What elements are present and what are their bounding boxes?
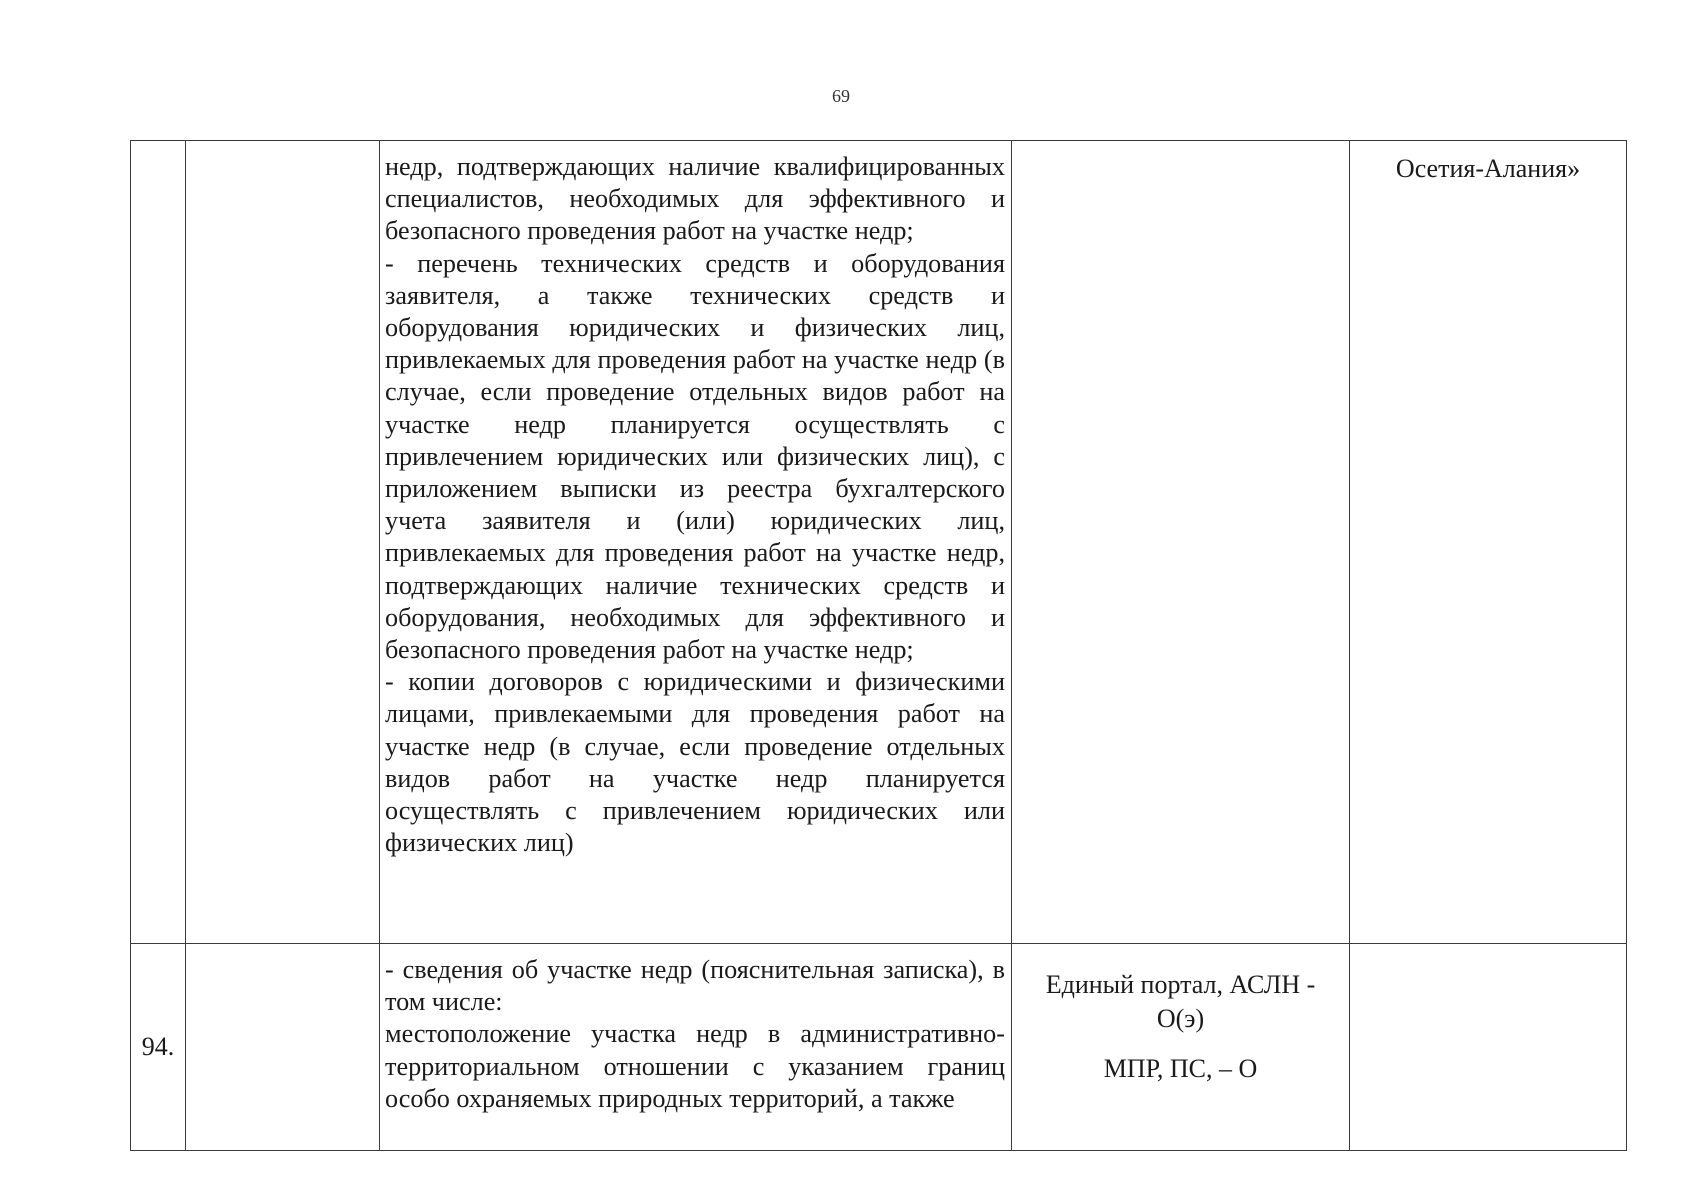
table-row-continued (131, 141, 1627, 944)
cell-region-empty (1350, 944, 1627, 1151)
paragraph: - копии договоров с юридическими и физическими лицами, привлекаемыми для проведения работ на участке недр (в случае, если проведение отдельных видов работ на участке недр планируется осуществлять с привлечением юридических или физических лиц) (385, 667, 1005, 858)
paragraph: - перечень технических средств и оборудования заявителя, а также технических средств и оборудования юридических и физических лиц, привлекаемых для проведения работ на участке недр (в случае, если проведение отдельных видов работ на участке недр планируется осуществлять с привлечением юридических или физических лиц), с приложением выписки из реестра бухгалтерского учета заявителя и (или) юридических лиц, привлекаемых для проведения работ на участке недр, подтверждающих наличие технических средств и оборудования, необходимых для эффективного и безопасного проведения работ на участке недр; (385, 248, 1005, 665)
table-row-94 (131, 944, 1627, 1151)
paragraph: недр, подтверждающих наличие квалифицированных специалистов, необходимых для эффективного и безопасного проведения работ на участке недр; (385, 152, 1005, 246)
cell-name-empty (186, 944, 380, 1151)
cell-portal-empty (1012, 141, 1350, 944)
cell-region: Осетия-Алания» (1350, 141, 1627, 944)
cell-number-empty (131, 141, 186, 944)
paragraph: местоположение участка недр в административно-территориальном отношении с указанием границ особо охраняемых природных территорий, а также (385, 1019, 1005, 1113)
page-number: 69 (832, 86, 850, 106)
cell-portal (1012, 944, 1350, 1151)
cell-name-empty (186, 141, 380, 944)
portal-form-line: О(э) (1156, 1004, 1205, 1033)
ministry-line: МПР, ПС, – О (1103, 1054, 1258, 1083)
row-number: 94. (131, 944, 186, 1151)
cell-documents-list (380, 944, 1012, 1151)
document-table (130, 140, 1627, 1151)
paragraph: - сведения об участке недр (пояснительная записка), в том числе: (385, 955, 1005, 1017)
cell-documents-list (380, 141, 1012, 944)
portal-line: Единый портал, АСЛН - (1045, 970, 1316, 999)
